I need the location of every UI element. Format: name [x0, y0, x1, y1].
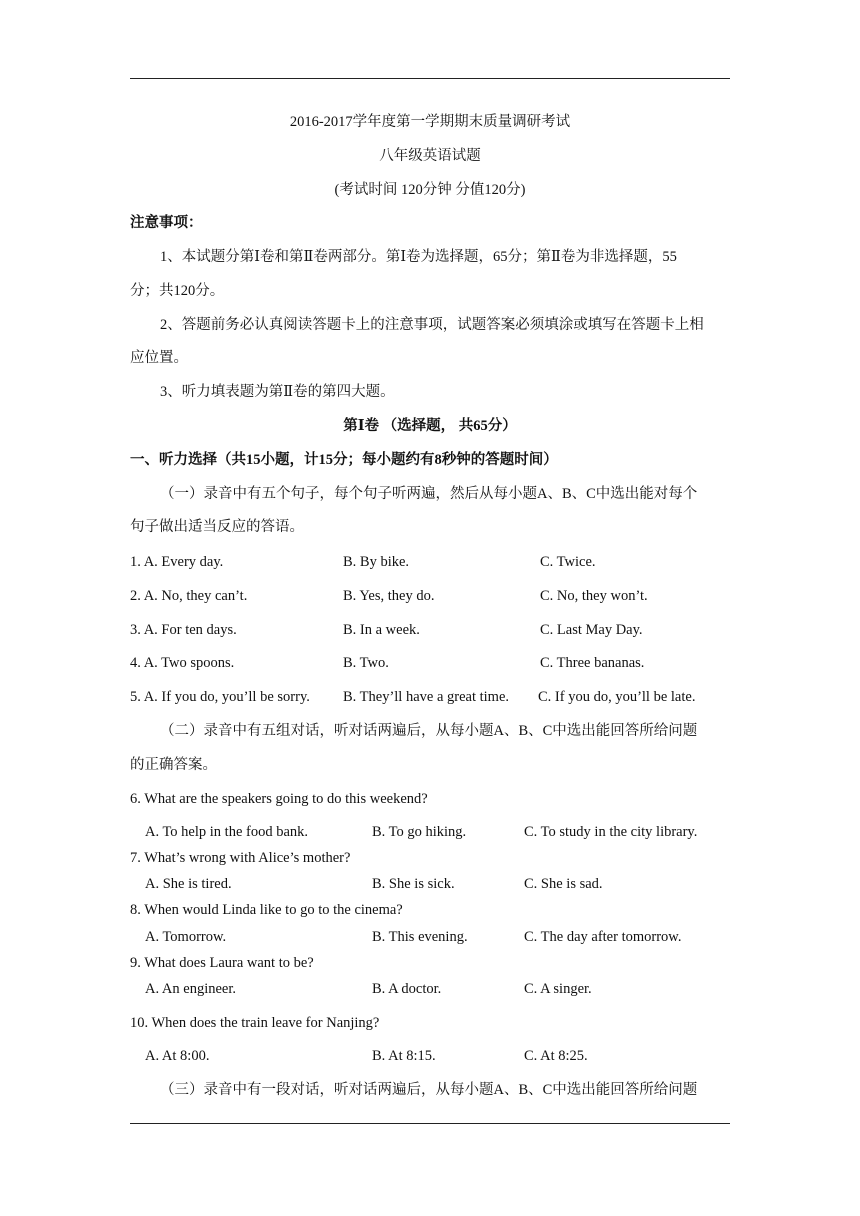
sub3-instruction-line-1: （三）录音中有一段对话，听对话两遍后，从每小题A、B、C中选出能回答所给问题 — [160, 1082, 698, 1098]
top-rule — [130, 78, 730, 79]
q2-option-c: C. No, they won’t. — [540, 588, 648, 604]
notes-heading: 注意事项： — [130, 215, 203, 231]
q4-option-a: 4. A. Two spoons. — [130, 655, 235, 671]
note-item-3: 3、听力填表题为第Ⅱ卷的第四大题。 — [160, 384, 395, 400]
q8-option-b: B. This evening. — [372, 929, 468, 945]
q9-option-c: C. A singer. — [524, 981, 592, 997]
q10-stem: 10. When does the train leave for Nanjing? — [130, 1015, 380, 1031]
q5-option-a: 5. A. If you do, you’ll be sorry. — [130, 689, 310, 705]
sub2-instruction-line-1: （二）录音中有五组对话，听对话两遍后，从每小题A、B、C中选出能回答所给问题 — [160, 723, 698, 739]
q4-option-b: B. Two. — [343, 655, 389, 671]
part1-heading: 第Ⅰ卷 （选择题， 共65分） — [343, 418, 517, 434]
q2-option-a: 2. A. No, they can’t. — [130, 588, 248, 604]
note-item-2-line-2: 应位置。 — [130, 350, 188, 366]
q6-option-a: A. To help in the food bank. — [145, 824, 309, 840]
q1-option-b: B. By bike. — [343, 554, 410, 570]
q8-option-c: C. The day after tomorrow. — [524, 929, 682, 945]
q5-option-c: C. If you do, you’ll be late. — [538, 689, 696, 705]
q9-option-b: B. A doctor. — [372, 981, 442, 997]
q9-option-a: A. An engineer. — [145, 981, 237, 997]
q7-stem: 7. What’s wrong with Alice’s mother? — [130, 850, 351, 866]
q8-stem: 8. When would Linda like to go to the cinema? — [130, 902, 403, 918]
q5-option-b: B. They’ll have a great time. — [343, 689, 510, 705]
note-item-2-line-1: 2、答题前务必认真阅读答题卡上的注意事项，试题答案必须填涂或填写在答题卡上相 — [160, 317, 704, 333]
bottom-rule — [130, 1123, 730, 1124]
q2-option-b: B. Yes, they do. — [343, 588, 435, 604]
sub2-instruction-line-2: 的正确答案。 — [130, 757, 217, 773]
q6-stem: 6. What are the speakers going to do this weekend? — [130, 791, 428, 807]
q7-option-a: A. She is tired. — [145, 876, 232, 892]
q10-option-b: B. At 8:15. — [372, 1048, 436, 1064]
sub1-instruction-line-2: 句子做出适当反应的答语。 — [130, 519, 304, 535]
q10-option-a: A. At 8:00. — [145, 1048, 210, 1064]
q6-option-b: B. To go hiking. — [372, 824, 467, 840]
q7-option-c: C. She is sad. — [524, 876, 603, 892]
q9-stem: 9. What does Laura want to be? — [130, 955, 314, 971]
q10-option-c: C. At 8:25. — [524, 1048, 588, 1064]
q3-option-a: 3. A. For ten days. — [130, 622, 237, 638]
q8-option-a: A. Tomorrow. — [145, 929, 227, 945]
q3-option-b: B. In a week. — [343, 622, 420, 638]
section1-heading: 一、听力选择（共15小题，计15分；每小题约有8秒钟的答题时间） — [130, 452, 558, 468]
q1-option-c: C. Twice. — [540, 554, 596, 570]
exam-time-info: (考试时间 120分钟 分值120分) — [334, 182, 526, 198]
exam-subtitle: 八年级英语试题 — [379, 148, 481, 164]
note-item-1-line-1: 1、本试题分第Ⅰ卷和第Ⅱ卷两部分。第Ⅰ卷为选择题，65分；第Ⅱ卷为非选择题，55 — [160, 249, 677, 265]
q3-option-c: C. Last May Day. — [540, 622, 643, 638]
q6-option-c: C. To study in the city library. — [524, 824, 698, 840]
sub1-instruction-line-1: （一）录音中有五个句子，每个句子听两遍，然后从每小题A、B、C中选出能对每个 — [160, 486, 698, 502]
q4-option-c: C. Three bananas. — [540, 655, 645, 671]
q7-option-b: B. She is sick. — [372, 876, 455, 892]
note-item-1-line-2: 分；共120分。 — [130, 283, 225, 299]
q1-option-a: 1. A. Every day. — [130, 554, 224, 570]
exam-title: 2016-2017学年度第一学期期末质量调研考试 — [289, 114, 571, 130]
